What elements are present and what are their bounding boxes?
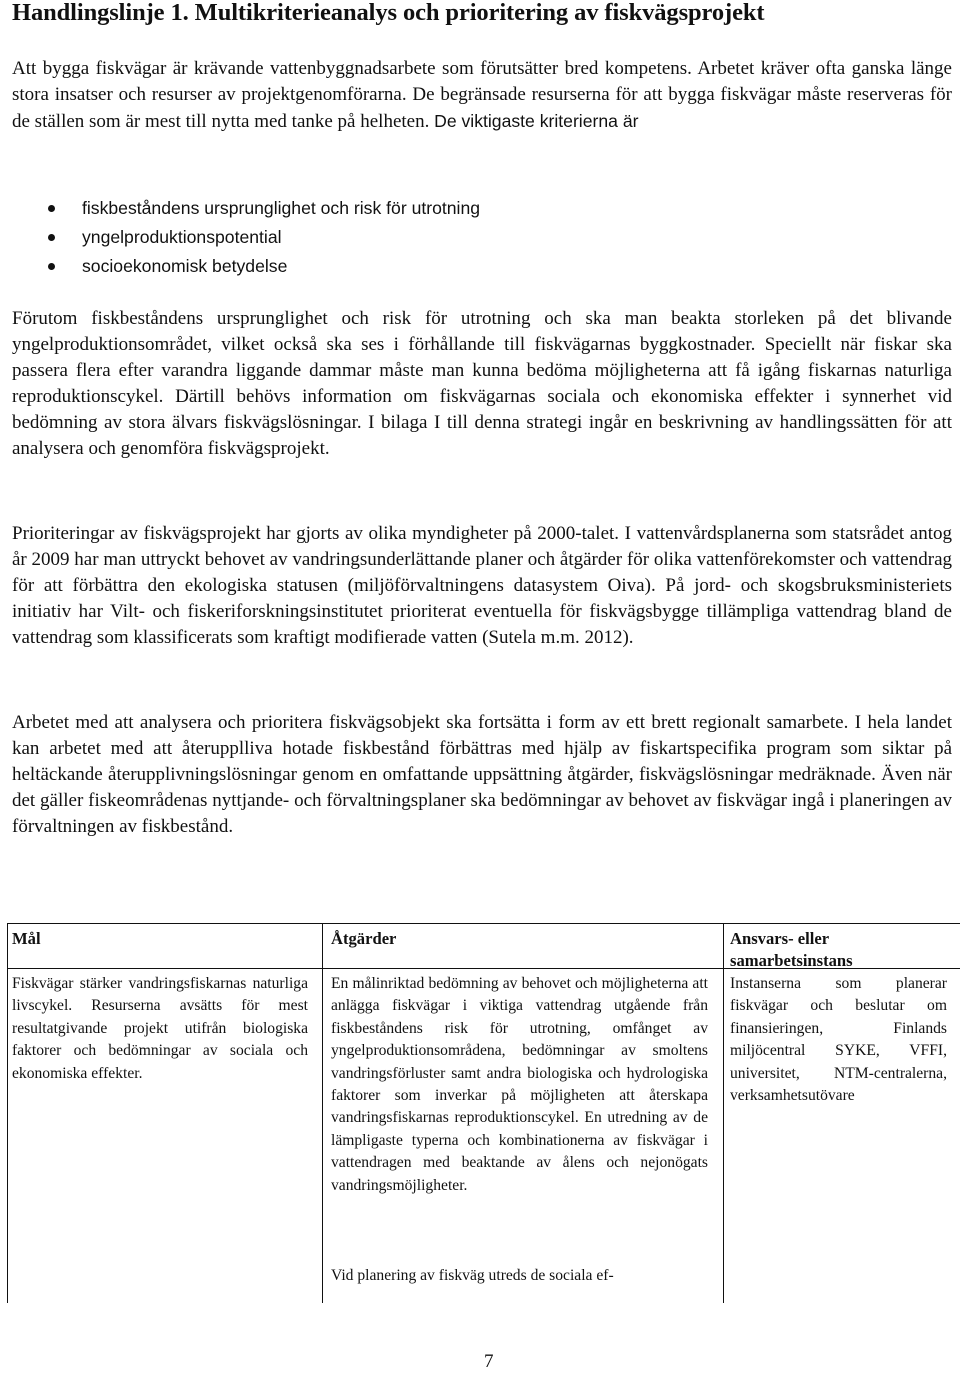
paragraph-4: Arbetet med att analysera och prioritera fiskvägsobjekt ska fortsätta i form av ett brett regionalt samarbete. I hela landet kan arbetet med att återupplliva hotade fiskbestånd förbättras med hjälp av fiskartspecifika program som siktar på heltäckande återupplivningslösningar genom en omfattande uppsättning åtgärder, fiskvägslösningar medräknade. Även när det gäller fiskeområdenas nyttjande- och förvaltningsplaner ska bedömningar av behovet av fiskvägar ingå i planeringen av förvaltningen av fiskbestånd.	[12, 712, 952, 837]
bullet-icon	[48, 234, 55, 241]
cell-mal: Fiskvägar stärker vandringsfiskarnas naturliga livscykel. Resurserna avsätts för mest resultatgivande projekt utifrån biologiska faktorer och bedömningar av sociala och ekonomiska effekter.	[12, 975, 308, 1082]
intro-text: Att bygga fiskvägar är krävande vattenbyggnadsarbete som förutsätter bred kompetens. Arbetet kräver ofta ganska länge stora insatser och resurser av projektgenomförarna. De begränsade resurserna för att bygga fiskvägar måste reserveras för de ställen som är mest till nytta med tanke på helheten.	[12, 58, 952, 132]
table-left-rule	[7, 923, 8, 1303]
list-item: yngelproduktionspotential	[12, 223, 480, 252]
table-column-rule	[723, 923, 724, 1303]
list-item: socioekonomisk betydelse	[12, 252, 480, 281]
page-number: 7	[484, 1351, 494, 1372]
bullet-icon	[48, 263, 55, 270]
paragraph-2: Förutom fiskbeståndens ursprunglighet och risk för utrotning och ska man beakta storleken på det blivande yngelproduktionsområdet, vilket också ska ses i förhållande till fiskvägarnas byggkostnader. Speciellt när fiskar ska passera flera efter varandra liggande dammar måste man kunna bedöma möjligheterna att få igång fiskarnas naturliga reproduktionscykel. Därtill behövs information om fiskvägarnas sociala och ekonomiska effekter i synnerhet vid bedömning av stora älvars fiskvägslösningar. I bilaga I till denna strategi ingår en beskrivning av handlingssätten för att analysera och genomföra fiskvägsprojekt.	[12, 308, 952, 459]
paragraph-3: Prioriteringar av fiskvägsprojekt har gjorts av olika myndigheter på 2000-talet. I vattenvårdsplanerna som statsrådet antog år 2009 har man uttryckt behovet av vandringsunderlättande planer och åtgärder för olika vattenförekomster och vattendrag för att förbättra den ekologiska statusen (miljöförvaltningens datasystem Oiva). På jord- och skogsbruksministeriets initiativ har Vilt- och fiskeriforskningsinstitutet prioriterat eventuella för fiskvägsbygge tillämpliga vattendrag bland de vattendrag som klassificerats som kraftigt modifierade vatten (Sutela m.m. 2012).	[12, 523, 952, 648]
table-column-rule	[322, 923, 323, 1303]
header-mal: Mål	[12, 929, 41, 948]
criteria-list	[12, 194, 480, 281]
header-ansvar: Ansvars- eller samarbetsinstans	[730, 929, 853, 970]
header-atgarder: Åtgärder	[331, 929, 397, 948]
cell-ansvar: Instanserna som planerar fiskvägar och beslutar om finansieringen, Finlands miljöcentral SYKE, VFFI, universitet, NTM-centralerna, verksamhetsutövare	[730, 975, 947, 1105]
section-heading: Handlingslinje 1. Multikriterieanalys och prioritering av fiskvägsprojekt	[12, 0, 765, 26]
bullet-icon	[48, 205, 55, 212]
intro-criteria-lead: De viktigaste kriterierna är	[434, 111, 639, 131]
table-top-rule	[7, 923, 960, 924]
list-item: fiskbeståndens ursprunglighet och risk för utrotning	[12, 194, 480, 223]
intro-paragraph	[12, 56, 952, 135]
goal-actions-table	[12, 923, 960, 1303]
cell-atgarder-1: En målinriktad bedömning av behovet och möjligheterna att anlägga fiskvägar i viktiga vattendrag utgående från fiskbeståndens risk för utrotning, omfånget av yngelproduktionsområdena, bedömningar av smoltens vandringsförluster samt andra biologiska och hydrologiska faktorer som inverkar på möjligheten att återskapa vandringsfiskarnas reproduktionscykel. En utredning av de lämpligaste typerna och kombinationerna av fiskvägar i vattendragen med beaktande av ålens och nejonögats vandringsmöjligheter.	[331, 975, 708, 1194]
cell-atgarder-2: Vid planering av fiskväg utreds de sociala ef-	[331, 1267, 614, 1284]
